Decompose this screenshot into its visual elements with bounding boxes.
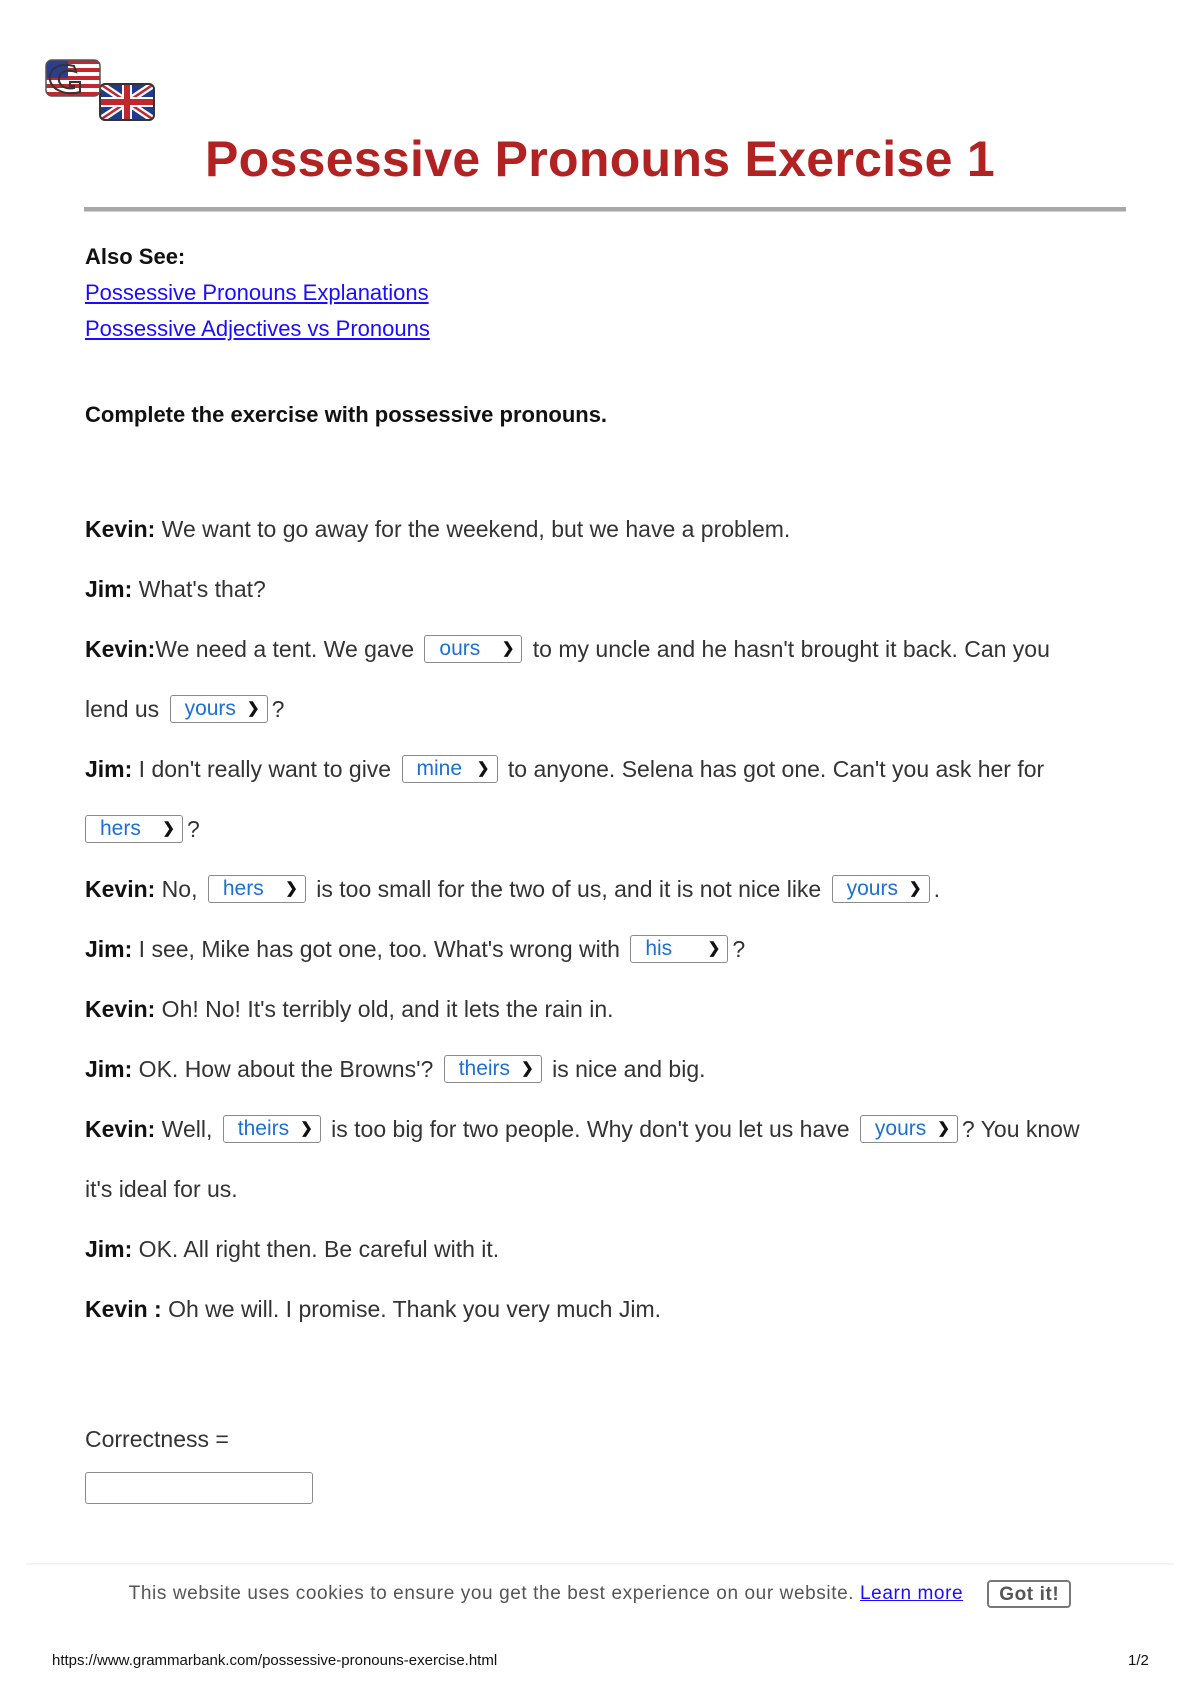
- dialogue-text: ? You know: [961, 1116, 1080, 1142]
- dialogue-text: is too big for two people. Why don't you let us have: [324, 1116, 856, 1142]
- dialogue-text: Oh! No! It's terribly old, and it lets the rain in.: [155, 996, 614, 1022]
- speaker-label: Kevin:: [85, 516, 156, 542]
- dialogue-text: I don't really want to give: [132, 756, 398, 782]
- speaker-label: Kevin:: [85, 996, 156, 1022]
- speaker-label: Kevin:: [85, 876, 156, 902]
- answer-select-value: yours: [184, 696, 236, 720]
- chevron-down-icon: ❯: [707, 939, 721, 957]
- dialogue-line: [85, 1052, 706, 1086]
- exercise-instruction: Complete the exercise with possessive pronouns.: [85, 402, 608, 427]
- dialogue-text: Oh we will. I promise. Thank you very much Jim.: [161, 1296, 662, 1322]
- answer-select-value: hers: [100, 816, 141, 840]
- link-possessive-pronouns-explanations[interactable]: Possessive Pronouns Explanations: [85, 280, 429, 305]
- dialogue-text: OK. How about the Browns'?: [132, 1056, 440, 1082]
- page-title: Possessive Pronouns Exercise 1: [205, 131, 995, 187]
- footer-url: https://www.grammarbank.com/possessive-pronouns-exercise.html: [52, 1652, 498, 1669]
- dialogue-text: ?: [187, 816, 200, 842]
- answer-select[interactable]: [170, 695, 268, 723]
- chevron-down-icon: ❯: [476, 759, 490, 777]
- dialogue-line: [85, 812, 200, 846]
- dialogue-text: ?: [732, 936, 746, 962]
- answer-select-value: theirs: [458, 1056, 511, 1080]
- page-number: 1/2: [1128, 1652, 1149, 1669]
- dialogue-text: ?: [271, 696, 285, 722]
- got-it-button[interactable]: Got it!: [987, 1580, 1071, 1608]
- also-see-label: Also See:: [85, 244, 186, 269]
- dialogue-text: No,: [155, 876, 204, 902]
- answer-select-value: ours: [439, 636, 481, 660]
- dialogue-text: We need a tent. We gave: [155, 636, 421, 662]
- answer-select[interactable]: [85, 815, 183, 843]
- answer-select[interactable]: [444, 1055, 542, 1083]
- dialogue-text: We want to go away for the weekend, but we have a problem.: [155, 516, 791, 542]
- dialogue-line: [85, 572, 266, 606]
- dialogue-line: [85, 932, 745, 966]
- cookie-consent-bar: [0, 1574, 1200, 1614]
- chevron-down-icon: ❯: [521, 1059, 534, 1077]
- dialogue-line: [85, 752, 1044, 786]
- chevron-down-icon: ❯: [501, 639, 515, 657]
- dialogue-text: OK. All right then. Be careful with it.: [132, 1236, 500, 1262]
- answer-select[interactable]: [860, 1115, 958, 1143]
- answer-select[interactable]: [832, 875, 930, 903]
- dialogue-line: [85, 1172, 238, 1206]
- answer-select[interactable]: [208, 875, 306, 903]
- dialogue-text: Well,: [155, 1116, 219, 1142]
- dialogue-line: [85, 992, 614, 1026]
- dialogue-text: to anyone. Selena has got one. Can't you ask her for: [501, 756, 1045, 782]
- dialogue-line: [85, 512, 790, 546]
- chevron-down-icon: ❯: [162, 819, 175, 837]
- answer-select-value: yours: [846, 876, 898, 900]
- dialogue-line: [85, 1112, 1080, 1146]
- dialogue-text: lend us: [85, 696, 166, 722]
- dialogue-text: it's ideal for us.: [85, 1176, 238, 1202]
- chevron-down-icon: ❯: [285, 879, 298, 897]
- dialogue-text: is too small for the two of us, and it is not nice like: [309, 876, 828, 902]
- answer-select[interactable]: [223, 1115, 321, 1143]
- answer-select-value: mine: [416, 756, 463, 780]
- answer-select-value: theirs: [237, 1116, 290, 1140]
- dialogue-text: to my uncle and he hasn't brought it back. Can you: [526, 636, 1050, 662]
- grammarbank-logo[interactable]: [44, 58, 168, 124]
- speaker-label: Kevin :: [85, 1296, 162, 1322]
- correctness-label: Correctness =: [85, 1426, 229, 1452]
- dialogue-text: is nice and big.: [545, 1056, 706, 1082]
- speaker-label: Kevin:: [85, 1116, 156, 1142]
- speaker-label: Jim:: [85, 1056, 133, 1082]
- dialogue-line: [85, 692, 284, 726]
- answer-select-value: hers: [222, 876, 264, 900]
- dialogue-text: I see, Mike has got one, too. What's wrong with: [132, 936, 627, 962]
- dialogue-text: What's that?: [132, 576, 266, 602]
- cookie-bar-divider: [26, 1563, 1174, 1566]
- chevron-down-icon: ❯: [246, 699, 260, 717]
- cookie-message: This website uses cookies to ensure you get the best experience on our website.: [128, 1583, 861, 1604]
- speaker-label: Jim:: [85, 1236, 133, 1262]
- answer-select[interactable]: [424, 635, 522, 663]
- speaker-label: Jim:: [85, 756, 133, 782]
- answer-select-value: his: [645, 936, 673, 960]
- dialogue-line: [85, 872, 940, 906]
- speaker-label: Kevin:: [85, 636, 156, 662]
- title-divider: [84, 207, 1126, 212]
- dialogue-line: [85, 632, 1050, 666]
- chevron-down-icon: ❯: [300, 1119, 313, 1137]
- dialogue-line: [85, 1292, 661, 1326]
- chevron-down-icon: ❯: [937, 1119, 950, 1137]
- dialogue-text: .: [933, 876, 941, 902]
- speaker-label: Jim:: [85, 936, 133, 962]
- speaker-label: Jim:: [85, 576, 133, 602]
- correctness-field[interactable]: [85, 1472, 313, 1504]
- answer-select[interactable]: [630, 935, 728, 963]
- link-possessive-adjectives-vs-pronouns[interactable]: Possessive Adjectives vs Pronouns: [85, 316, 430, 341]
- answer-select[interactable]: [402, 755, 498, 783]
- learn-more-link[interactable]: Learn more: [860, 1583, 964, 1604]
- dialogue-line: [85, 1232, 499, 1266]
- chevron-down-icon: ❯: [909, 879, 922, 897]
- answer-select-value: yours: [874, 1116, 927, 1140]
